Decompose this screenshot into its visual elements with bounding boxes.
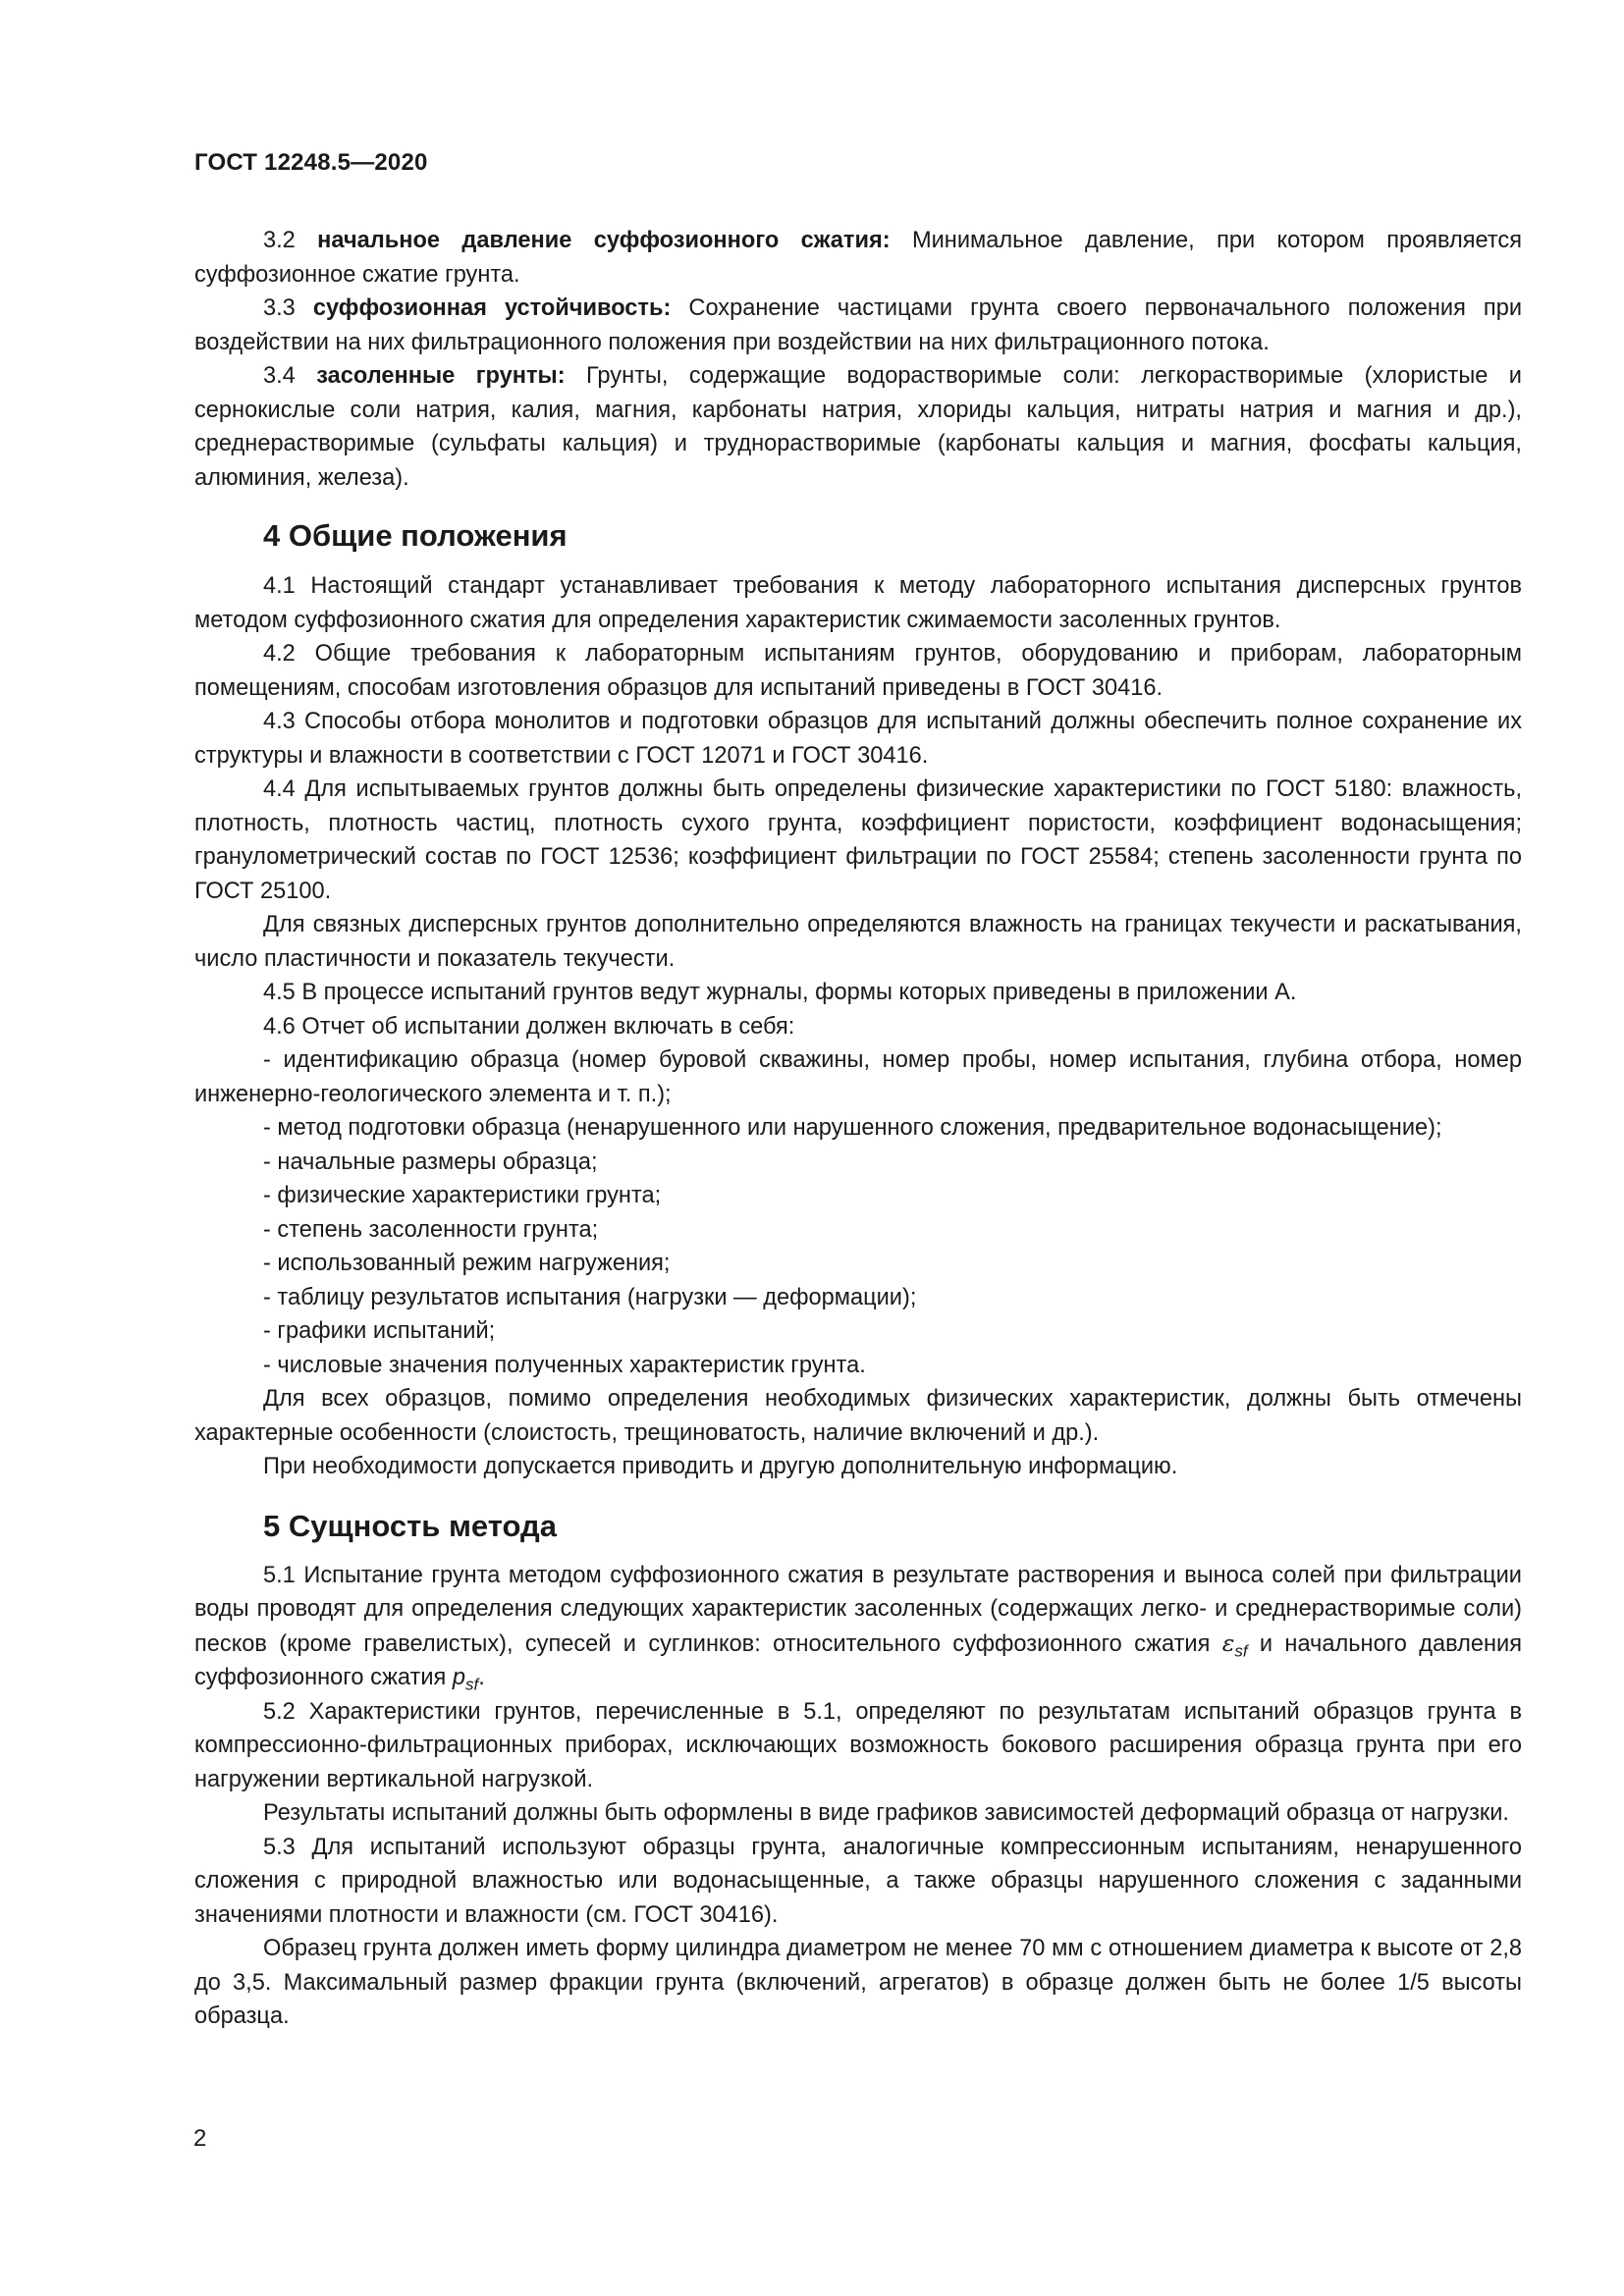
- document-header: ГОСТ 12248.5—2020: [194, 149, 428, 176]
- list-item: - начальные размеры образца;: [263, 1148, 598, 1175]
- clause-5-1: 5.1 Испытание грунта методом суффозионного сжатия в результате растворения и выноса солей при фильтрации воды проводят для определения следующих характеристик засоленных (содержащих легко- и среднерастворимые соли) песков (кроме гравелистых), супесей и суглинков: относительного суффозионного сжатия $\varepsilon_{sf}$ и начального давления суффозионного сжатия $p_{sf}$.: [194, 1562, 1522, 1694]
- clause-5-2-continued: Результаты испытаний должны быть оформлены в виде графиков зависимостей деформаций образца от нагрузки.: [263, 1800, 1509, 1826]
- term-3-4: засоленные грунты:: [316, 363, 566, 389]
- list-item: - числовые значения полученных характеристик грунта.: [263, 1352, 866, 1378]
- clause-4-6-note: Для всех образцов, помимо определения необходимых физических характеристик, должны быть отмечены характерные особенности (слоистость, трещиноватость, наличие включений и др.).: [194, 1386, 1522, 1446]
- section-5-heading: 5 Сущность метода: [263, 1508, 557, 1543]
- clause-5-3: 5.3 Для испытаний используют образцы грунта, аналогичные компрессионным испытаниям, ненарушенного сложения с природной влажностью или водонасыщенные, а также образцы нарушенного сложения с заданными значениями плотности и влажности (см. ГОСТ 30416).: [194, 1834, 1522, 1928]
- clause-3-2: 3.2 начальное давление суффозионного сжатия: Минимальное давление, при котором проявляется суффозионное сжатие грунта.: [194, 228, 1522, 288]
- list-item: - метод подготовки образца (ненарушенного или нарушенного сложения, предварительное водонасыщение);: [263, 1115, 1442, 1141]
- clause-4-6: 4.6 Отчет об испытании должен включать в себя:: [263, 1013, 795, 1040]
- list-item: - графики испытаний;: [263, 1318, 496, 1344]
- clause-5-3-continued: Образец грунта должен иметь форму цилиндра диаметром не менее 70 мм с отношением диаметра к высоте от 2,8 до 3,5. Максимальный размер фракции грунта (включений, агрегатов) в образце должен быть не более 1/5 высоты образца.: [194, 1936, 1522, 2029]
- page-number: 2: [193, 2125, 207, 2152]
- clause-4-3: 4.3 Способы отбора монолитов и подготовки образцов для испытаний должны обеспечить полное сохранение их структуры и влажности в соответствии с ГОСТ 12071 и ГОСТ 30416.: [194, 709, 1522, 769]
- term-3-3: суффозионная устойчивость:: [312, 295, 672, 321]
- clause-5-2: 5.2 Характеристики грунтов, перечисленные в 5.1, определяют по результатам испытаний образцов грунта в компрессионно-фильтрационных приборах, исключающих возможность бокового расширения образца грунта при его нагружении вертикальной нагрузкой.: [194, 1698, 1522, 1792]
- p-symbol: p: [452, 1665, 465, 1690]
- clause-4-2: 4.2 Общие требования к лабораторным испытаниям грунтов, оборудованию и приборам, лабораторным помещениям, способам изготовления образцов для испытаний приведены в ГОСТ 30416.: [194, 641, 1522, 701]
- page-body: [194, 224, 1522, 2034]
- clause-4-4-continued: Для связных дисперсных грунтов дополнительно определяются влажность на границах текучести и раскатывания, число пластичности и показатель текучести.: [194, 912, 1522, 972]
- epsilon-symbol: ε: [1221, 1629, 1235, 1657]
- list-item: - степень засоленности грунта;: [263, 1216, 599, 1243]
- list-item: - идентификацию образца (номер буровой скважины, номер пробы, номер испытания, глубина отбора, номер инженерно-геологического элемента и т. п.);: [194, 1047, 1522, 1107]
- list-item: - использованный режим нагружения;: [263, 1251, 671, 1276]
- section-4-heading: 4 Общие положения: [263, 518, 568, 553]
- term-3-2: начальное давление суффозионного сжатия:: [317, 228, 891, 253]
- subscript-sf: sf: [464, 1675, 479, 1694]
- list-item: - таблицу результатов испытания (нагрузки — деформации);: [263, 1284, 917, 1310]
- clause-4-5: 4.5 В процессе испытаний грунтов ведут журналы, формы которых приведены в приложении А.: [263, 980, 1297, 1005]
- clause-4-4: 4.4 Для испытываемых грунтов должны быть определены физические характеристики по ГОСТ 5180: влажность, плотность, плотность частиц, плотность сухого грунта, коэффициент пористости, коэффициент водонасыщения; гранулометрический состав по ГОСТ 12536; коэффициент фильтрации по ГОСТ 25584; степень засоленности грунта по ГОСТ 25100.: [194, 776, 1522, 904]
- clause-3-4: 3.4 засоленные грунты: Грунты, содержащие водорастворимые соли: легкорастворимые (хлористые и сернокислые соли натрия, калия, магния, карбонаты натрия, хлориды кальция, нитраты натрия и магния и др.), среднерастворимые (сульфаты кальция) и труднорастворимые (карбонаты кальция и магния, фосфаты кальция, алюминия, железа).: [194, 363, 1522, 491]
- subscript-sf: sf: [1234, 1641, 1248, 1661]
- clause-4-6-extra: При необходимости допускается приводить и другую дополнительную информацию.: [263, 1454, 1178, 1479]
- clause-3-3: 3.3 суффозионная устойчивость: Сохранение частицами грунта своего первоначального положения при воздействии на них фильтрационного положения при воздействии на них фильтрационного потока.: [194, 295, 1523, 355]
- list-item: - физические характеристики грунта;: [263, 1183, 662, 1208]
- clause-4-1: 4.1 Настоящий стандарт устанавливает требования к методу лабораторного испытания дисперсных грунтов методом суффозионного сжатия для определения характеристик сжимаемости засоленных грунтов.: [194, 573, 1522, 633]
